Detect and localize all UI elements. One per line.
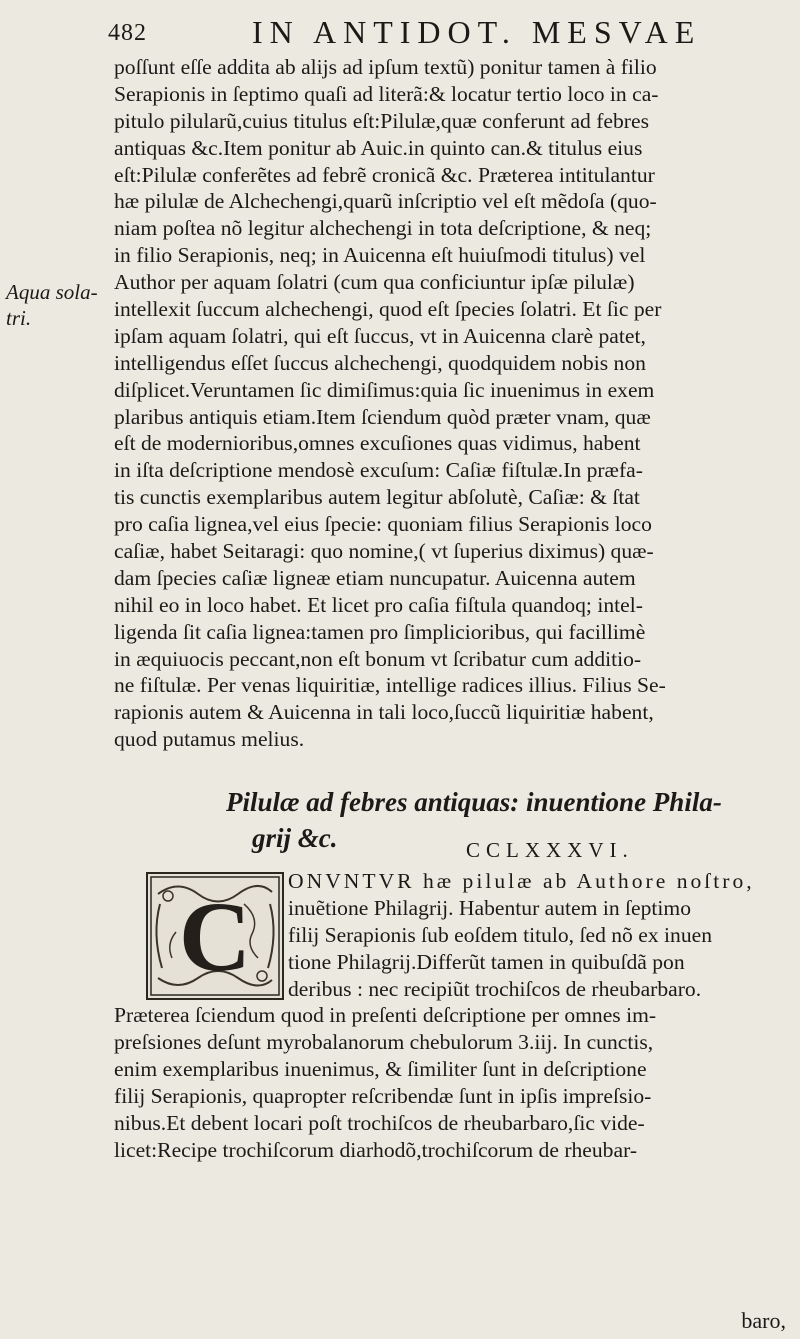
text-line: in iſta deſcriptione mendosè excuſum: Caſiæ fiſtulæ.In præfa- [114,458,643,483]
text-line: Author per aquam ſolatri (cum qua conficiuntur ipſæ pilulæ) [114,270,635,295]
text-line: ne fiſtulæ. Per venas liquiritiæ, intellige radices illius. Filius Se- [114,673,666,698]
text-line: pitulo pilularũ,cuius titulus eſt:Pilulæ,quæ conferunt ad febres [114,108,649,133]
heading-line: Pilulæ ad febres antiquas: inuentione Phila- [226,787,722,817]
margin-note-line: Aqua sola- [6,280,98,304]
text-line: Serapionis in ſeptimo quaſi ad literã:& locatur tertio loco in ca- [114,81,659,106]
text-line: plaribus antiquis etiam.Item ſciendum quòd præter vnam, quæ [114,404,651,429]
margin-note-line: tri. [6,306,32,330]
chapter-number: CCLXXXVI. [466,838,634,862]
text-line: deribus : nec recipiũt trochiſcos de rheubarbaro. [288,976,702,1001]
text-line: eſt de modernioribus,omnes excuſiones quas vidimus, habent [114,431,641,456]
text-line: in filio Serapionis, neq; in Auicenna eſt huiuſmodi titulus) vel [114,243,646,268]
text-line: ligenda ſit caſia lignea:tamen pro ſimplicioribus, qui facillimè [114,619,646,644]
text-line: tis cunctis exemplaribus autem legitur abſolutè, Caſiæ: & ſtat [114,485,640,510]
heading-line: grij &c. [252,823,338,853]
text-line: ONVNTVR hæ pilulæ ab Authore noſtro, [288,869,755,893]
catchword: baro, [741,1308,786,1333]
text-line: quod putamus melius. [114,727,305,752]
page-header [108,10,798,58]
margin-note [6,279,106,331]
text-line: preſsiones deſunt myrobalanorum chebulorum 3.iij. In cunctis, [114,1030,654,1055]
running-title: IN ANTIDOT. MESVAE [252,14,702,50]
commentary-paragraph [114,54,786,753]
text-line: hæ pilulæ de Alchechengi,quarũ inſcriptio vel eſt mẽdoſa (quo- [114,189,657,214]
text-line: poſſunt eſſe addita ab alijs ad ipſum textũ) ponitur tamen à filio [114,55,657,79]
text-line: tione Philagrij.Differũt tamen in quibuſdã pon [288,949,685,974]
text-line: rapionis autem & Auicenna in tali loco,ſuccũ liquiritiæ habent, [114,700,654,725]
text-line: diſplicet.Veruntamen ſic dimiſimus:quia ſic inuenimus in exem [114,377,655,402]
text-line: intellexit ſuccum alchechengi, quod eſt ſpecies ſolatri. Et ſic per [114,297,662,322]
text-line: eſt:Pilulæ conferẽtes ad febrẽ cronicã &c. Præterea intitulantur [114,162,655,187]
initial-letter: C [178,881,252,992]
text-line: filij Serapionis, quapropter reſcribendæ ſunt in ipſis impreſsio- [114,1084,652,1109]
recipe-paragraph [114,868,786,1164]
text-line: antiquas &c.Item ponitur ab Auic.in quinto can.& titulus eius [114,135,643,160]
text-line: niam poſtea nõ legitur alchechengi in tota deſcriptione, & neq; [114,216,652,241]
text-line: caſiæ, habet Seitaragi: quo nomine,( vt ſuperius diximus) quæ- [114,539,654,564]
text-line: inuẽtione Philagrij. Habentur autem in ſeptimo [288,895,691,920]
text-line: pro caſia lignea,vel eius ſpecie: quoniam filius Serapionis loco [114,512,652,537]
text-line: filij Serapionis ſub eoſdem titulo, ſed nõ ex inuen [288,922,713,947]
text-line: in æquiuocis peccant,non eſt bonum vt ſcribatur cum additio- [114,646,642,671]
text-line: Præterea ſciendum quod in preſenti deſcriptione per omnes im- [114,1003,657,1028]
text-line: licet:Recipe trochiſcorum diarhodõ,trochiſcorum de rheubar- [114,1137,638,1162]
page-number: 482 [108,20,147,46]
text-line: nihil eo in loco habet. Et licet pro caſia fiſtula quandoq; intel- [114,592,643,617]
text-line: enim exemplaribus inuenimus, & ſimiliter ſunt in deſcriptione [114,1057,647,1082]
text-line: intelligendus eſſet ſuccus alchechengi, quodquidem nobis non [114,350,646,375]
text-line: dam ſpecies caſiæ ligneæ etiam nuncupatur. Auicenna autem [114,565,636,590]
text-line: nibus.Et debent locari poſt trochiſcos de rheubarbaro,ſic vide- [114,1111,645,1136]
text-line: ipſam aquam ſolatri, qui eſt ſuccus, vt in Auicenna clarè patet, [114,323,646,348]
